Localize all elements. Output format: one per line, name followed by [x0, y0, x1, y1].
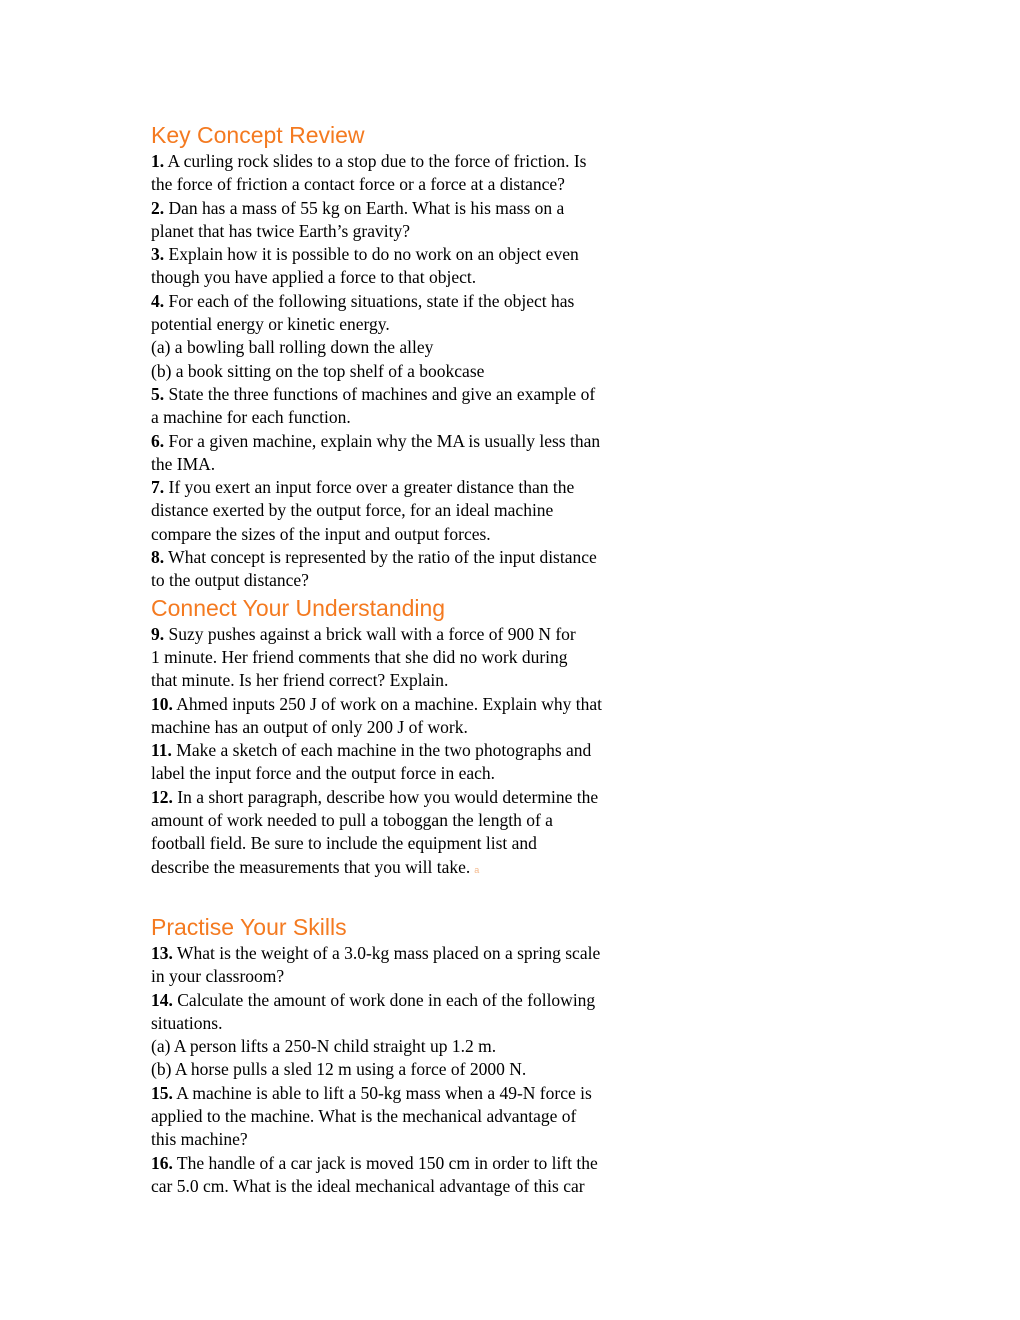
question-line: 15. A machine is able to lift a 50-kg mass when a 49-N force is — [151, 1082, 592, 1103]
question-line: label the input force and the output force in each. — [151, 763, 496, 784]
question-line: (a) A person lifts a 250-N child straight up 1.2 m. — [151, 1036, 497, 1057]
section-heading: Practise Your Skills — [151, 913, 347, 940]
question-line: the force of friction a contact force or a force at a distance? — [151, 174, 565, 195]
question-line: to the output distance? — [151, 570, 309, 591]
question-line: 1. A curling rock slides to a stop due to the force of friction. Is — [151, 151, 587, 171]
section-heading: Connect Your Understanding — [151, 594, 446, 621]
question-line: 13. What is the weight of a 3.0-kg mass placed on a spring scale — [151, 942, 601, 963]
document-page — [151, 118, 676, 1198]
question-line: 10. Ahmed inputs 250 J of work on a machine. Explain why that — [151, 693, 603, 714]
section-connect-your-understanding — [151, 593, 676, 882]
question-line: this machine? — [151, 1129, 248, 1150]
question-line: 5. State the three functions of machines and give an example of — [151, 383, 596, 404]
question-line: 2. Dan has a mass of 55 kg on Earth. What is his mass on a — [151, 197, 565, 218]
question-line: distance exerted by the output force, for an ideal machine — [151, 500, 554, 521]
question-list — [151, 942, 676, 1198]
section-key-concept-review — [151, 120, 676, 593]
question-line: 9. Suzy pushes against a brick wall with a force of 900 N for — [151, 623, 576, 644]
question-line: amount of work needed to pull a toboggan the length of a — [151, 810, 553, 831]
section-practise-your-skills — [151, 912, 676, 1198]
question-line: potential energy or kinetic energy. — [151, 314, 390, 335]
question-line: that minute. Is her friend correct? Explain. — [151, 670, 449, 691]
question-line: a machine for each function. — [151, 407, 351, 428]
question-list — [151, 150, 676, 593]
question-list — [151, 623, 676, 882]
question-line: 4. For each of the following situations, state if the object has — [151, 290, 575, 311]
question-line: 7. If you exert an input force over a greater distance than the — [151, 477, 575, 498]
question-line: situations. — [151, 1012, 223, 1033]
question-line: 14. Calculate the amount of work done in each of the following — [151, 989, 596, 1010]
question-line: applied to the machine. What is the mechanical advantage of — [151, 1105, 577, 1126]
question-line: (b) A horse pulls a sled 12 m using a force of 2000 N. — [151, 1059, 527, 1080]
question-line: car 5.0 cm. What is the ideal mechanical advantage of this car — [151, 1175, 585, 1196]
question-line: football field. Be sure to include the equipment list and — [151, 833, 537, 854]
question-line: describe the measurements that you will take. a — [151, 856, 480, 877]
question-line: the IMA. — [151, 453, 216, 474]
question-line: 12. In a short paragraph, describe how you would determine the — [151, 786, 599, 807]
question-line: (b) a book sitting on the top shelf of a bookcase — [151, 360, 485, 381]
question-line: in your classroom? — [151, 966, 285, 987]
section-heading: Key Concept Review — [151, 122, 365, 148]
question-line: compare the sizes of the input and output forces. — [151, 523, 491, 544]
question-line: though you have applied a force to that object. — [151, 267, 477, 288]
question-line: 16. The handle of a car jack is moved 150 cm in order to lift the — [151, 1152, 598, 1173]
question-line: machine has an output of only 200 J of work. — [151, 716, 468, 737]
question-line: (a) a bowling ball rolling down the alley — [151, 337, 434, 358]
question-line: 3. Explain how it is possible to do no work on an object even — [151, 244, 579, 265]
question-line: planet that has twice Earth’s gravity? — [151, 220, 411, 241]
question-line: 1 minute. Her friend comments that she did no work during — [151, 646, 568, 667]
question-line: 11. Make a sketch of each machine in the two photographs and — [151, 740, 592, 761]
question-line: 6. For a given machine, explain why the MA is usually less than — [151, 430, 601, 451]
question-line: 8. What concept is represented by the ratio of the input distance — [151, 547, 597, 568]
anchor-mark: a — [474, 864, 480, 875]
